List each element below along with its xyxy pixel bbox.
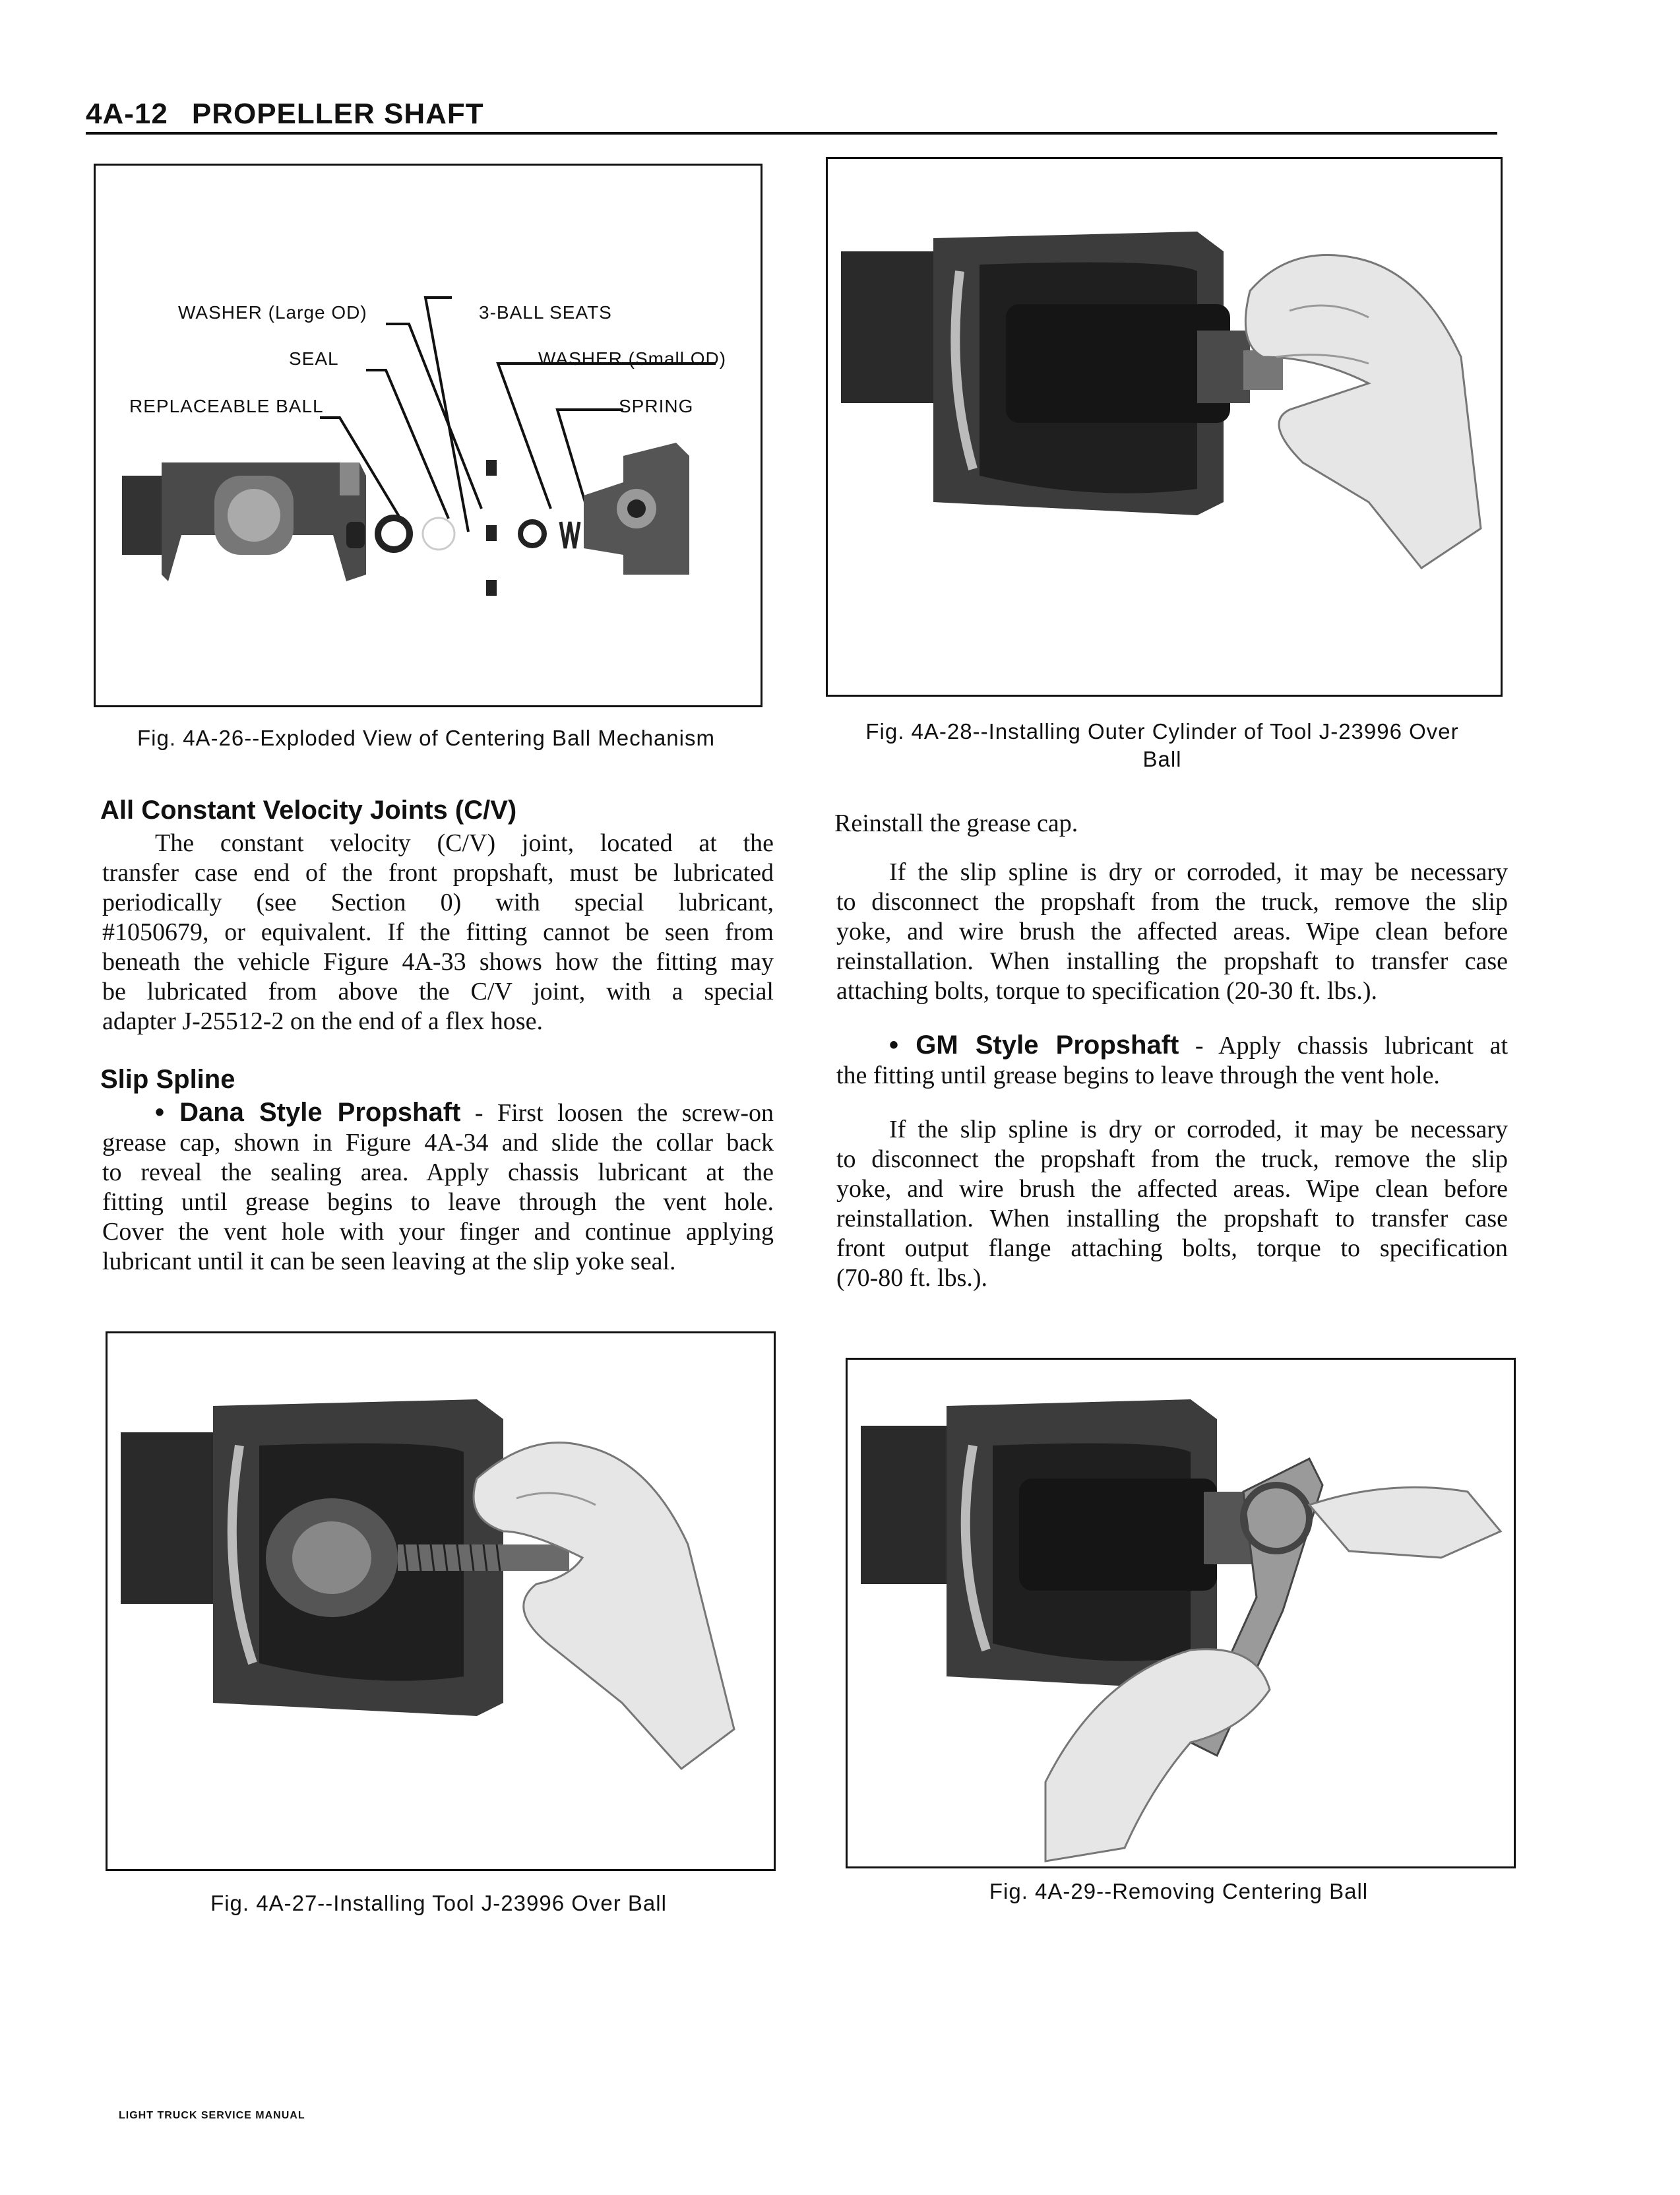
outer-cylinder-install-photo bbox=[828, 159, 1501, 695]
label-seal: SEAL bbox=[289, 348, 339, 369]
gm-line-1-text: - Apply chassis lubricant at bbox=[1179, 1032, 1508, 1060]
figure-4a-27-caption: Fig. 4A-27--Installing Tool J-23996 Over Ball bbox=[210, 1891, 667, 1915]
dana-line-4: fitting until grease begins to leave through the vent hole. bbox=[102, 1188, 774, 1216]
figure-4a-28-caption-line2: Ball bbox=[1142, 747, 1182, 771]
r1-line-3: yoke, and wire brush the affected areas. Wipe clean before bbox=[836, 918, 1508, 945]
r2-line-3: yoke, and wire brush the affected areas. Wipe clean before bbox=[836, 1175, 1508, 1203]
figure-4a-27 bbox=[106, 1331, 776, 1871]
cv-joints-paragraph bbox=[102, 829, 774, 1036]
dana-line-5: Cover the vent hole with your finger and continue applying bbox=[102, 1218, 774, 1246]
cv-line-6: be lubricated from above the C/V joint, with a special bbox=[102, 978, 774, 1005]
reinstall-grease-cap: Reinstall the grease cap. bbox=[834, 810, 1078, 837]
figure-4a-28-caption-line1: Fig. 4A-28--Installing Outer Cylinder of Tool J-23996 Over bbox=[865, 719, 1459, 744]
cv-line-7: adapter J-25512-2 on the end of a flex hose. bbox=[102, 1007, 543, 1035]
slip-spline-heading: Slip Spline bbox=[100, 1065, 235, 1094]
gm-style-inline-heading: • GM Style Propshaft bbox=[889, 1031, 1179, 1060]
tool-install-photo bbox=[108, 1333, 774, 1869]
figure-4a-28 bbox=[826, 157, 1503, 697]
label-ball-seats: 3-BALL SEATS bbox=[479, 302, 612, 323]
r2-line-2: to disconnect the propshaft from the truck, remove the slip bbox=[836, 1145, 1508, 1173]
page-title: PROPELLER SHAFT bbox=[191, 98, 484, 130]
cv-line-4: #1050679, or equivalent. If the fitting cannot be seen from bbox=[102, 918, 774, 946]
dana-line-3: to reveal the sealing area. Apply chassis lubricant at the bbox=[102, 1159, 774, 1186]
r2-line-6: (70-80 ft. lbs.). bbox=[836, 1264, 988, 1292]
cv-line-5: beneath the vehicle Figure 4A-33 shows how the fitting may bbox=[102, 948, 774, 976]
footer-manual-name: LIGHT TRUCK SERVICE MANUAL bbox=[119, 2110, 305, 2121]
label-washer-large: WASHER (Large OD) bbox=[178, 302, 367, 323]
dana-line-2: grease cap, shown in Figure 4A-34 and slide the collar back bbox=[102, 1129, 774, 1157]
section-number: 4A-12 bbox=[86, 98, 168, 130]
dana-line-1-text: - First loosen the screw-on bbox=[460, 1099, 774, 1127]
dana-style-paragraph bbox=[102, 1098, 774, 1277]
label-spring: SPRING bbox=[619, 396, 694, 416]
right-paragraph-1 bbox=[836, 858, 1508, 1006]
dana-line-6: lubricant until it can be seen leaving at the slip yoke seal. bbox=[102, 1248, 676, 1275]
gm-line-1 bbox=[836, 1031, 1508, 1061]
label-washer-small: WASHER (Small OD) bbox=[538, 348, 727, 369]
right-paragraph-2 bbox=[836, 1115, 1508, 1293]
gm-line-2: the fitting until grease begins to leave through the vent hole. bbox=[836, 1062, 1440, 1089]
gm-style-paragraph bbox=[836, 1031, 1508, 1091]
r1-line-4: reinstallation. When installing the propshaft to transfer case bbox=[836, 947, 1508, 975]
figure-4a-29-caption: Fig. 4A-29--Removing Centering Ball bbox=[989, 1879, 1369, 1903]
centering-ball-exploded-illustration bbox=[96, 166, 761, 705]
r2-line-5: front output flange attaching bolts, torque to specification bbox=[836, 1234, 1508, 1262]
cv-line-3: periodically (see Section 0) with special lubricant, bbox=[102, 889, 774, 916]
dana-line-1 bbox=[102, 1098, 774, 1128]
cv-line-1: The constant velocity (C/V) joint, located at the bbox=[155, 829, 774, 857]
figure-4a-26 bbox=[94, 164, 762, 707]
r2-line-1: If the slip spline is dry or corroded, it may be necessary bbox=[889, 1116, 1508, 1143]
header-rule bbox=[86, 132, 1497, 135]
dana-style-inline-heading: • Dana Style Propshaft bbox=[155, 1098, 461, 1127]
page-header bbox=[86, 98, 484, 131]
r1-line-1: If the slip spline is dry or corroded, it may be necessary bbox=[889, 858, 1508, 886]
figure-4a-26-caption: Fig. 4A-26--Exploded View of Centering Ball Mechanism bbox=[137, 726, 715, 750]
figure-4a-28-caption bbox=[826, 718, 1499, 773]
label-replaceable-ball: REPLACEABLE BALL bbox=[129, 396, 324, 416]
figure-4a-29 bbox=[846, 1358, 1516, 1868]
cv-joints-heading: All Constant Velocity Joints (C/V) bbox=[100, 796, 517, 825]
cv-line-2: transfer case end of the front propshaft, must be lubricated bbox=[102, 859, 774, 887]
r1-line-2: to disconnect the propshaft from the truck, remove the slip bbox=[836, 888, 1508, 916]
r2-line-4: reinstallation. When installing the propshaft to transfer case bbox=[836, 1205, 1508, 1232]
r1-line-5: attaching bolts, torque to specification (20-30 ft. lbs.). bbox=[836, 977, 1377, 1005]
removing-ball-photo bbox=[848, 1360, 1514, 1866]
